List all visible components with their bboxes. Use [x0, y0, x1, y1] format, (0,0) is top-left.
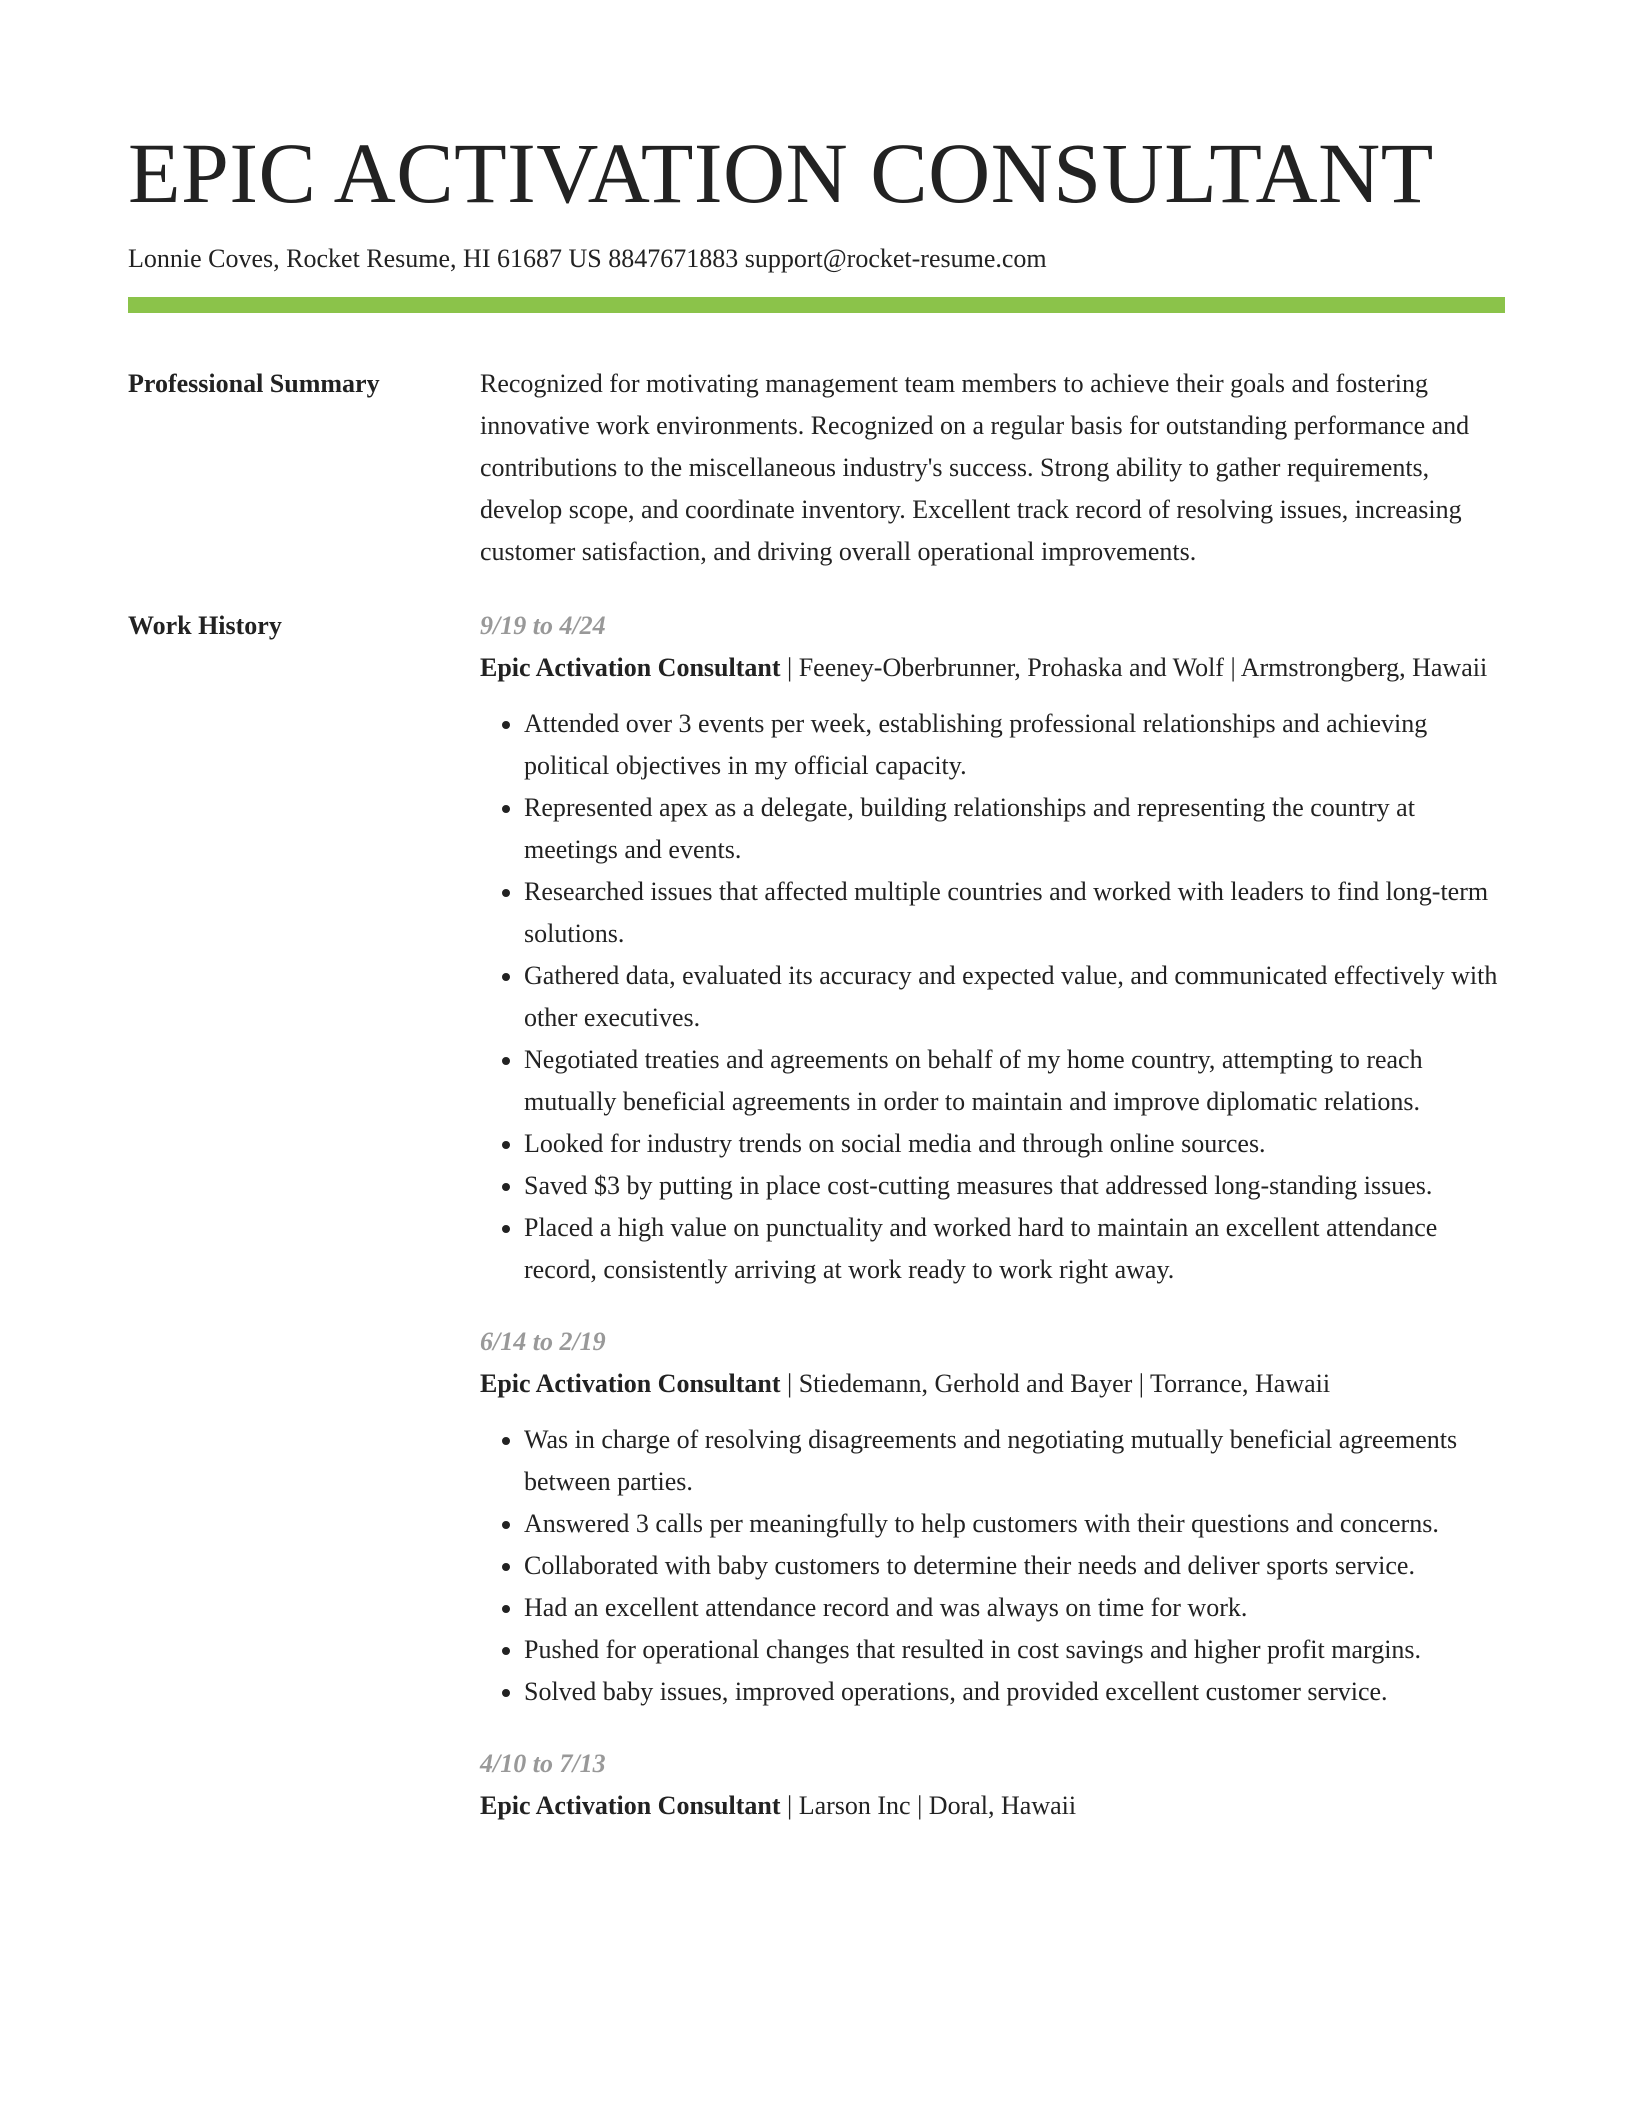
summary-heading: Professional Summary: [128, 369, 380, 398]
list-item: • Gathered data, evaluated its accuracy and expected value, and communicated effectively with other executives.: [524, 955, 1505, 1039]
job-title: Epic Activation Consultant: [480, 653, 781, 682]
job-entry: [480, 1743, 1505, 1827]
job-dates: 6/14 to 2/19: [480, 1327, 606, 1356]
list-item: • Negotiated treaties and agreements on behalf of my home country, attempting to reach mutually beneficial agreements in order to maintain and improve diplomatic relations.: [524, 1039, 1505, 1123]
work-history-list: [480, 605, 1505, 1827]
job-title: Epic Activation Consultant: [480, 1791, 781, 1820]
list-item: • Researched issues that affected multiple countries and worked with leaders to find long-term solutions.: [524, 871, 1505, 955]
list-item: • Placed a high value on punctuality and worked hard to maintain an excellent attendance record, consistently arriving at work ready to work right away.: [524, 1207, 1505, 1291]
work-history-heading: Work History: [128, 611, 282, 640]
list-item: • Pushed for operational changes that resulted in cost savings and higher profit margins.: [524, 1629, 1505, 1671]
resume-page: [128, 0, 1505, 1827]
list-item: • Looked for industry trends on social media and through online sources.: [524, 1123, 1505, 1165]
list-item: • Represented apex as a delegate, building relationships and representing the country at meetings and events.: [524, 787, 1505, 871]
list-item: • Saved $3 by putting in place cost-cutting measures that addressed long-standing issues.: [524, 1165, 1505, 1207]
header-divider: [128, 297, 1505, 313]
job-title: Epic Activation Consultant: [480, 1369, 781, 1398]
contact-phone: 8847671883: [608, 244, 739, 273]
contact-line: [128, 242, 1505, 276]
job-details: | Larson Inc | Doral, Hawaii: [780, 1791, 1077, 1820]
job-dates: 4/10 to 7/13: [480, 1749, 606, 1778]
job-dates: 9/19 to 4/24: [480, 611, 606, 640]
list-item: • Was in charge of resolving disagreements and negotiating mutually beneficial agreements between parties.: [524, 1419, 1505, 1503]
summary-section: [128, 363, 1505, 573]
list-item: • Solved baby issues, improved operations, and provided excellent customer service.: [524, 1671, 1505, 1713]
job-heading: [480, 1363, 1505, 1405]
job-heading: [480, 1785, 1505, 1827]
job-entry: [480, 605, 1505, 1291]
job-details: | Feeney-Oberbrunner, Prohaska and Wolf | Armstrongberg, Hawaii: [780, 653, 1488, 682]
contact-address: Lonnie Coves, Rocket Resume, HI 61687 US: [128, 244, 602, 273]
job-entry: [480, 1321, 1505, 1713]
job-bullet-list: [480, 1419, 1505, 1713]
list-item: • Attended over 3 events per week, establishing professional relationships and achieving political objectives in my official capacity.: [524, 703, 1505, 787]
summary-text: Recognized for motivating management team members to achieve their goals and fostering innovative work environments. Recognized on a regular basis for outstanding performance and contributions to the miscellaneous industry's success. Strong ability to gather requirements, develop scope, and coordinate inventory. Excellent track record of resolving issues, increasing customer satisfaction, and driving overall operational improvements.: [480, 369, 1470, 566]
list-item: • Collaborated with baby customers to determine their needs and deliver sports service.: [524, 1545, 1505, 1587]
contact-email: support@rocket-resume.com: [744, 244, 1047, 273]
job-details: | Stiedemann, Gerhold and Bayer | Torrance, Hawaii: [780, 1369, 1331, 1398]
resume-name: EPIC ACTIVATION CONSULTANT: [128, 125, 1434, 221]
job-bullet-list: [480, 703, 1505, 1291]
list-item: • Answered 3 calls per meaningfully to help customers with their questions and concerns.: [524, 1503, 1505, 1545]
job-heading: [480, 647, 1505, 689]
list-item: • Had an excellent attendance record and was always on time for work.: [524, 1587, 1505, 1629]
work-history-section: [128, 605, 1505, 1827]
